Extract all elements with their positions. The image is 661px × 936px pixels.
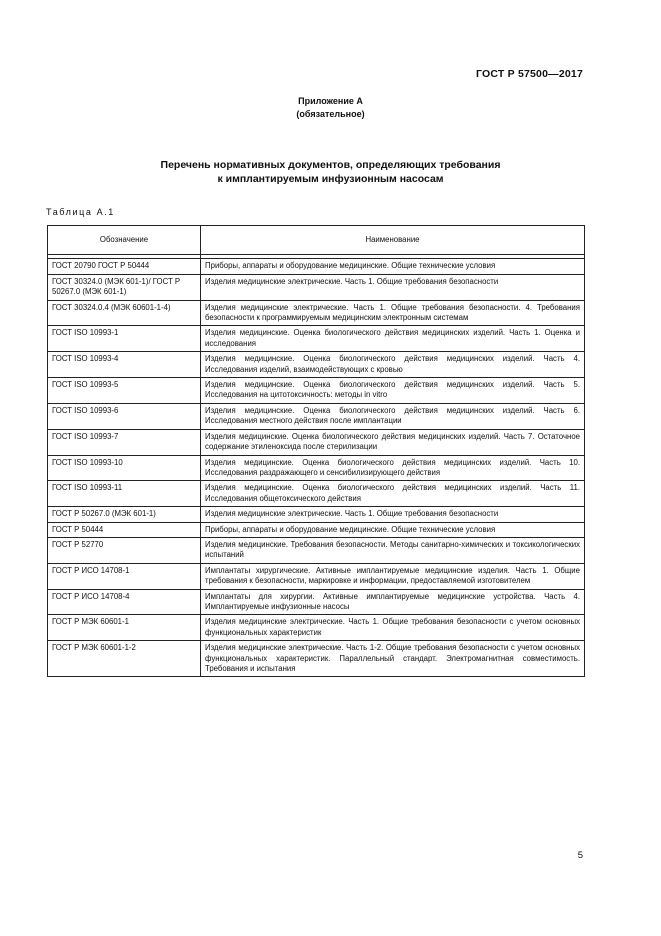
section-title [0,158,661,186]
designation-cell: ГОСТ 30324.0 (МЭК 601-1)/ ГОСТ Р 50267.0 (МЭК 601-1) [48,274,201,300]
appendix-status: (обязательное) [296,109,365,119]
name-cell: Изделия медицинские электрические. Часть 1. Общие требования безопасности [201,274,585,300]
designation-cell: ГОСТ ISO 10993-11 [48,481,201,507]
designation-cell: ГОСТ ISO 10993-1 [48,326,201,352]
name-cell: Изделия медицинские электрические. Часть 1. Общие требования безопасности с учетом основных функциональных характеристик [201,615,585,641]
name-cell: Изделия медицинские. Оценка биологического действия медицинских изделий. Часть 11. Исследования общетоксического действия [201,481,585,507]
designation-cell: ГОСТ Р 50444 [48,522,201,537]
designation-cell: ГОСТ 30324.0.4 (МЭК 60601-1-4) [48,300,201,326]
table-row [48,326,585,352]
name-cell: Имплантаты для хирургии. Активные имплантируемые медицинские устройства. Часть 4. Имплантируемые инфузионные насосы [201,589,585,615]
name-cell: Изделия медицинские. Оценка биологического действия медицинских изделий. Часть 4. Исследования изделий, взаимодействующих с кровью [201,352,585,378]
table-row [48,522,585,537]
name-cell: Имплантаты хирургические. Активные имплантируемые медицинские изделия. Часть 1. Общие требования к безопасности, маркировке и информации, предоставляемой изготовителем [201,563,585,589]
standards-table [47,225,585,677]
column-header-designation: Обозначение [48,226,201,255]
table-row [48,274,585,300]
designation-cell: ГОСТ Р 52770 [48,537,201,563]
section-title-line-1: Перечень нормативных документов, определяющих требования [160,159,501,171]
table-row [48,429,585,455]
table-row [48,378,585,404]
name-cell: Изделия медицинские. Оценка биологического действия медицинских изделий. Часть 1. Оценка и исследования [201,326,585,352]
name-cell: Изделия медицинские электрические. Часть 1. Общие требования безопасности [201,507,585,522]
name-cell: Изделия медицинские. Оценка биологического действия медицинских изделий. Часть 5. Исследования на цитотоксичность: методы in vitro [201,378,585,404]
page-number: 5 [577,850,583,861]
designation-cell: ГОСТ Р 50267.0 (МЭК 601-1) [48,507,201,522]
name-cell: Изделия медицинские. Требования безопасности. Методы санитарно-химических и токсикологических испытаний [201,537,585,563]
name-cell: Изделия медицинские электрические. Часть 1. Общие требования безопасности. 4. Требования безопасности к программируемым медицинским электронным системам [201,300,585,326]
table-header-row [48,226,585,255]
table-row [48,537,585,563]
designation-cell: ГОСТ Р МЭК 60601-1-2 [48,641,201,677]
table-row [48,300,585,326]
table-row [48,481,585,507]
table-row [48,259,585,274]
table-row [48,641,585,677]
table-row [48,563,585,589]
appendix-heading [0,95,661,121]
column-header-name: Наименование [201,226,585,255]
table-row [48,589,585,615]
table-body [48,255,585,677]
table-row [48,403,585,429]
name-cell: Изделия медицинские электрические. Часть 1-2. Общие требования безопасности с учетом основных функциональных характеристик. Параллельный стандарт. Электромагнитная совместимость. Требования и испытания [201,641,585,677]
name-cell: Приборы, аппараты и оборудование медицинские. Общие технические условия [201,522,585,537]
designation-cell: ГОСТ ISO 10993-10 [48,455,201,481]
appendix-title: Приложение А [298,96,363,106]
designation-cell: ГОСТ ISO 10993-7 [48,429,201,455]
table-row [48,507,585,522]
name-cell: Приборы, аппараты и оборудование медицинские. Общие технические условия [201,259,585,274]
table-caption: Таблица А.1 [46,207,115,217]
designation-cell: ГОСТ ISO 10993-6 [48,403,201,429]
table-row [48,615,585,641]
name-cell: Изделия медицинские. Оценка биологического действия медицинских изделий. Часть 7. Остаточное содержание этиленоксида после стерилизации [201,429,585,455]
designation-cell: ГОСТ ISO 10993-5 [48,378,201,404]
designation-cell: ГОСТ Р ИСО 14708-1 [48,563,201,589]
name-cell: Изделия медицинские. Оценка биологического действия медицинских изделий. Часть 6. Исследования местного действия после имплантации [201,403,585,429]
designation-cell: ГОСТ ISO 10993-4 [48,352,201,378]
name-cell: Изделия медицинские. Оценка биологического действия медицинских изделий. Часть 10. Исследования раздражающего и сенсибилизирующего действия [201,455,585,481]
table-row [48,455,585,481]
section-title-line-2: к имплантируемым инфузионным насосам [217,173,444,185]
table-row [48,352,585,378]
document-code: ГОСТ Р 57500—2017 [475,68,583,80]
designation-cell: ГОСТ Р ИСО 14708-4 [48,589,201,615]
designation-cell: ГОСТ 20790 ГОСТ Р 50444 [48,259,201,274]
designation-cell: ГОСТ Р МЭК 60601-1 [48,615,201,641]
